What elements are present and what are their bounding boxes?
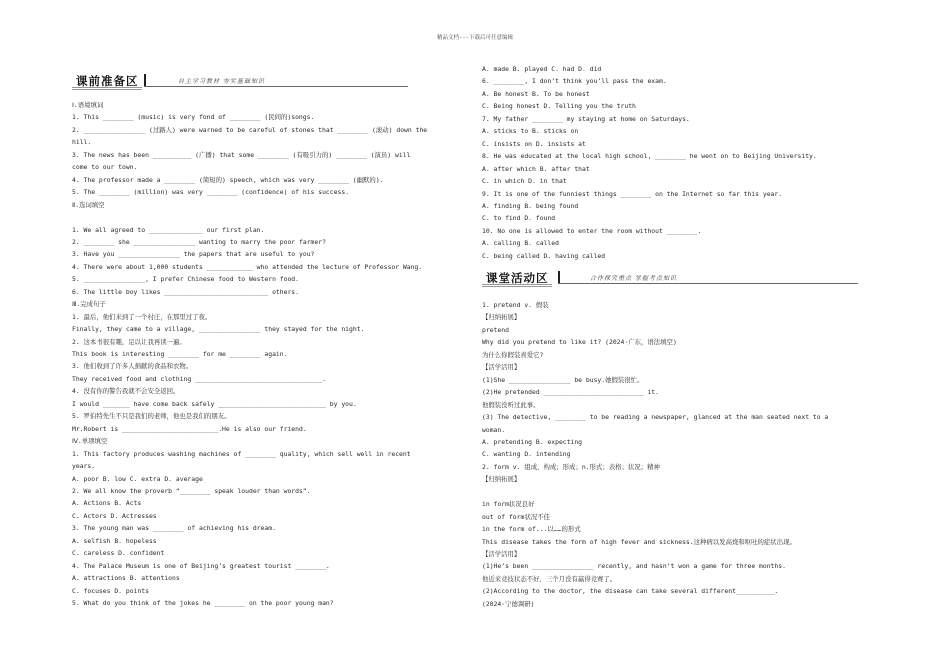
text-line: 5. ________________, I prefer Chinese food to Western food. [72, 275, 300, 284]
text-line: A. sticks to B. sticks on [482, 127, 579, 136]
text-line: years. [72, 462, 96, 471]
text-line: This disease takes the form of high fever and sickness.这种病以发高烧和呕吐的症状出现。 [482, 537, 796, 546]
text-line: C. Being honest D. Telling you the truth [482, 102, 636, 111]
text-line: 2. 这本书很有趣，足以让我再读一遍。 [72, 337, 186, 346]
text-line: A. Be honest B. To be honest [482, 89, 590, 98]
text-line: 他近来竞技状态不好，三个月没有赢得竞赛了。 [482, 574, 617, 583]
text-line: 1. We all agreed to ______________ our first plan. [72, 225, 265, 234]
text-line: This book is interesting ________ for me ________ again. [72, 350, 288, 358]
text-line: out of form状况不佳 [482, 512, 550, 521]
text-line: 【活学活用】 [482, 363, 521, 372]
text-line: 3. The news has been __________ (广播) that some ________ (有吸引力的) ________ (演员) will [72, 150, 411, 159]
text-line: A. attractions B. attentions [72, 574, 180, 583]
text-line: (3) The detective, ________ to be reading a newspaper, glanced at the man seated next to a [482, 413, 829, 422]
text-line: C. focuses D. points [72, 586, 149, 595]
text-line: A. poor B. low C. extra D. average [72, 474, 203, 483]
text-line: A. pretending B. expecting [482, 437, 583, 446]
banner-title: 课前准备区 [76, 74, 139, 88]
banner-divider [558, 271, 560, 283]
banner-subtitle: 合作探究重点 掌握考点知识 [590, 275, 677, 282]
text-line: 2. ________ she ________________ wanting to marry the poor farmer? [72, 237, 326, 246]
text-line: 4. The Palace Museum is one of Beijing’s greatest tourist ________. [72, 561, 330, 570]
text-line: 9. It is one of the funniest things ________ on the Internet so far this year. [482, 189, 783, 198]
text-line: 4. The professor made a ________ (简短的) speech, which was very ________ (幽默的). [72, 175, 384, 184]
text-line: in form状况良好 [482, 500, 535, 509]
text-line: in the form of...以……的形式 [482, 525, 581, 534]
text-line: A. after which B. after that [482, 164, 590, 173]
text-line: C. in which D. in that [482, 177, 567, 186]
text-line: A. Actions B. Acts [72, 499, 142, 508]
text-line: 【归纳拓展】 [482, 313, 521, 322]
text-line: (2)He pretended __________________________ it. [482, 388, 659, 397]
text-line: I would _______ have come back safely ____________________________ by you. [72, 399, 357, 408]
text-line: C. careless D. confident [72, 549, 165, 558]
text-line: (2024·宁德调研) [482, 599, 535, 608]
text-line: C. Actors D. Actresses [72, 511, 157, 520]
text-line: C. insists on D. insists at [482, 139, 586, 148]
text-line: 8. He was educated at the local high school, ________ he went on to Beijing University. [482, 152, 817, 161]
text-line: 4. 没有你的警告我就不会安全返回。 [72, 387, 180, 396]
text-line: hill. [72, 138, 92, 147]
text-line: 6. The little boy likes ___________________________ others. [72, 287, 300, 296]
text-line: 为什么你假装喜爱它? [482, 350, 544, 359]
banner-rule [558, 283, 858, 284]
text-line: woman. [482, 425, 506, 434]
text-line: A. selfish B. hopeless [72, 536, 157, 545]
text-line: (1)She ________________ be busy.她假装很忙。 [482, 375, 644, 384]
text-line: 2. ________________ (过路人) were warned to be careful of stones that ________ (滚动) down the [72, 125, 428, 134]
text-line: 他假装没听过此事。 [482, 400, 540, 409]
text-line: 5. What do you think of the jokes he ________ on the poor young man? [72, 599, 334, 607]
text-line: Ⅲ.完成句子 [72, 300, 106, 309]
text-line: They received food and clothing _________________________________. [72, 374, 326, 383]
text-line: 3. Have you ________________ the papers that are useful to you? [72, 250, 315, 259]
text-line: 【归纳拓展】 [482, 475, 521, 484]
text-line: A. finding B. being found [482, 201, 579, 210]
text-line: C. being called D. having called [482, 251, 606, 260]
text-line: Ⅱ.选词填空 [72, 200, 105, 209]
header-note: 精品文档---下载后可任意编辑 [437, 35, 513, 41]
text-line: 6. ________, I don’t think you’ll pass the exam. [482, 77, 667, 86]
text-line: A. calling B. called [482, 239, 559, 248]
text-line: Mr.Robert is _________________________.He is also our friend. [72, 424, 307, 433]
pre-class-banner [72, 73, 408, 87]
text-line: (1)He’s been ________________ recently, and hasn’t won a game for three months. [482, 562, 786, 571]
banner-rule [144, 86, 408, 87]
text-line: 2. We all know the proverb “________ speak louder than words”. [72, 486, 311, 495]
text-line: C. wanting D. intending [482, 450, 571, 459]
text-line: Why did you pretend to like it? (2024·广东，语法填空) [482, 338, 677, 347]
text-line: 5. 罗伯特先生不只是我们的老师，他也是我们的朋友。 [72, 412, 231, 421]
text-line: 3. 他们收到了许多人捐献的食品和衣物。 [72, 362, 193, 371]
text-line: A. made B. played C. had D. did [482, 65, 602, 73]
text-line: 2. form v. 组成，构成；形成；n.形式；表格；状况；精神 [482, 462, 660, 471]
text-line: (2)According to the doctor, the disease can take several different__________. [482, 587, 779, 596]
in-class-banner [482, 270, 862, 284]
text-line: 7. My father ________ my staying at home on Saturdays. [482, 114, 690, 123]
text-line: C. to find D. found [482, 214, 556, 223]
text-line: Ⅳ.单项填空 [72, 437, 108, 446]
text-line: 【活学活用】 [482, 550, 521, 558]
banner-title: 课堂活动区 [486, 271, 549, 285]
text-line: 1. This factory produces washing machines of ________ quality, which sell well in recent [72, 449, 411, 458]
text-line: 3. The young man was ________ of achieving his dream. [72, 524, 276, 533]
text-line: 5. The ________ (million) was very ________ (confidence) of his success. [72, 188, 350, 197]
text-line: 10. No one is allowed to enter the room without ________. [482, 226, 702, 235]
text-line: 4. There were about 1,000 students ____________ who attended the lecture of Professor Wang. [72, 262, 423, 271]
text-line: 1. 最后，他们来到了一个村庄，在那里过了夜。 [72, 312, 212, 321]
banner-divider [144, 74, 146, 86]
text-line: come to our town. [72, 163, 138, 172]
text-line: 1. pretend v. 假装 [482, 301, 549, 309]
banner-subtitle: 自主学习教材 夯实基础知识 [178, 78, 265, 85]
text-line: pretend [482, 325, 509, 334]
text-line: Ⅰ.语境填词 [72, 101, 104, 109]
text-line: 1. This ________ (music) is very fond of ________ (民间的)songs. [72, 113, 315, 122]
text-line: Finally, they came to a village, ________________ they stayed for the night. [72, 325, 365, 334]
